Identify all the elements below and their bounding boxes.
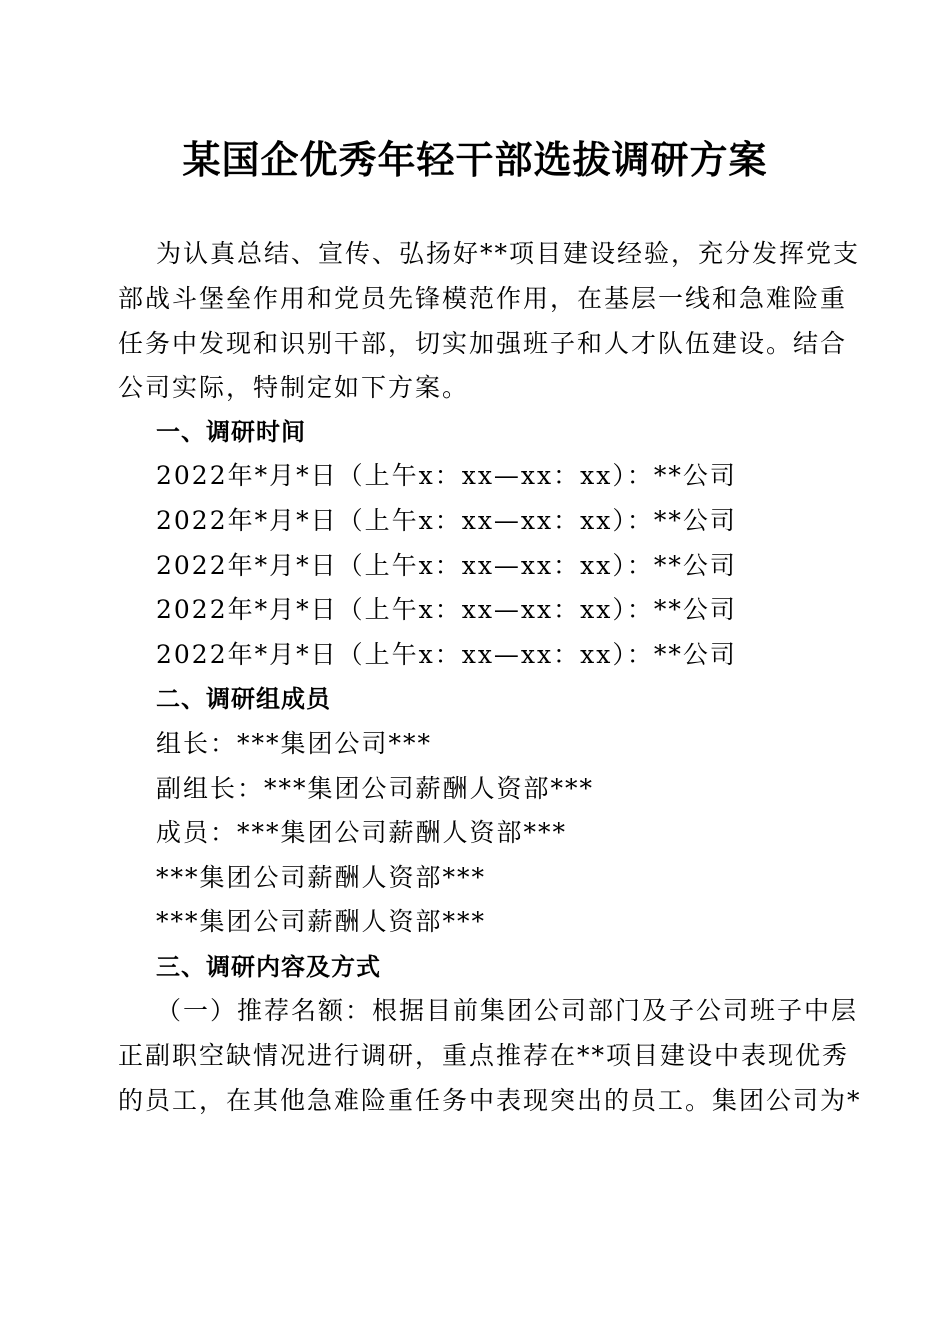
schedule-line: 2022年*月*日（上午x：xx—xx：xx）：**公司 [156, 506, 737, 535]
intro-line: 任务中发现和识别干部，切实加强班子和人才队伍建设。结合 [118, 329, 848, 358]
intro-line: 为认真总结、宣传、弘扬好**项目建设经验，充分发挥党支 [156, 239, 861, 268]
section-heading-members: 二、调研组成员 [156, 685, 331, 713]
member-line: ***集团公司薪酬人资部*** [156, 907, 487, 936]
schedule-line: 2022年*月*日（上午x：xx—xx：xx）：**公司 [156, 640, 737, 669]
document-title: 某国企优秀年轻干部选拔调研方案 [182, 137, 768, 182]
member-line: ***集团公司薪酬人资部*** [156, 863, 487, 892]
intro-line: 公司实际，特制定如下方案。 [118, 373, 470, 402]
member-line: 成员：***集团公司薪酬人资部*** [156, 818, 568, 847]
section-heading-content: 三、调研内容及方式 [156, 953, 381, 981]
schedule-line: 2022年*月*日（上午x：xx—xx：xx）：**公司 [156, 551, 737, 580]
content-paragraph-line: 正副职空缺情况进行调研，重点推荐在**项目建设中表现优秀 [118, 1041, 850, 1070]
schedule-line: 2022年*月*日（上午x：xx—xx：xx）：**公司 [156, 595, 737, 624]
schedule-line: 2022年*月*日（上午x：xx—xx：xx）：**公司 [156, 461, 737, 490]
content-paragraph-line: （一）推荐名额：根据目前集团公司部门及子公司班子中层 [156, 996, 859, 1025]
content-paragraph-line: 的员工，在其他急难险重任务中表现突出的员工。集团公司为* [118, 1086, 862, 1115]
member-line: 副组长：***集团公司薪酬人资部*** [156, 774, 595, 803]
section-heading-schedule: 一、调研时间 [156, 418, 306, 446]
intro-line: 部战斗堡垒作用和党员先锋模范作用，在基层一线和急难险重 [118, 284, 848, 313]
member-line: 组长：***集团公司*** [156, 729, 433, 758]
